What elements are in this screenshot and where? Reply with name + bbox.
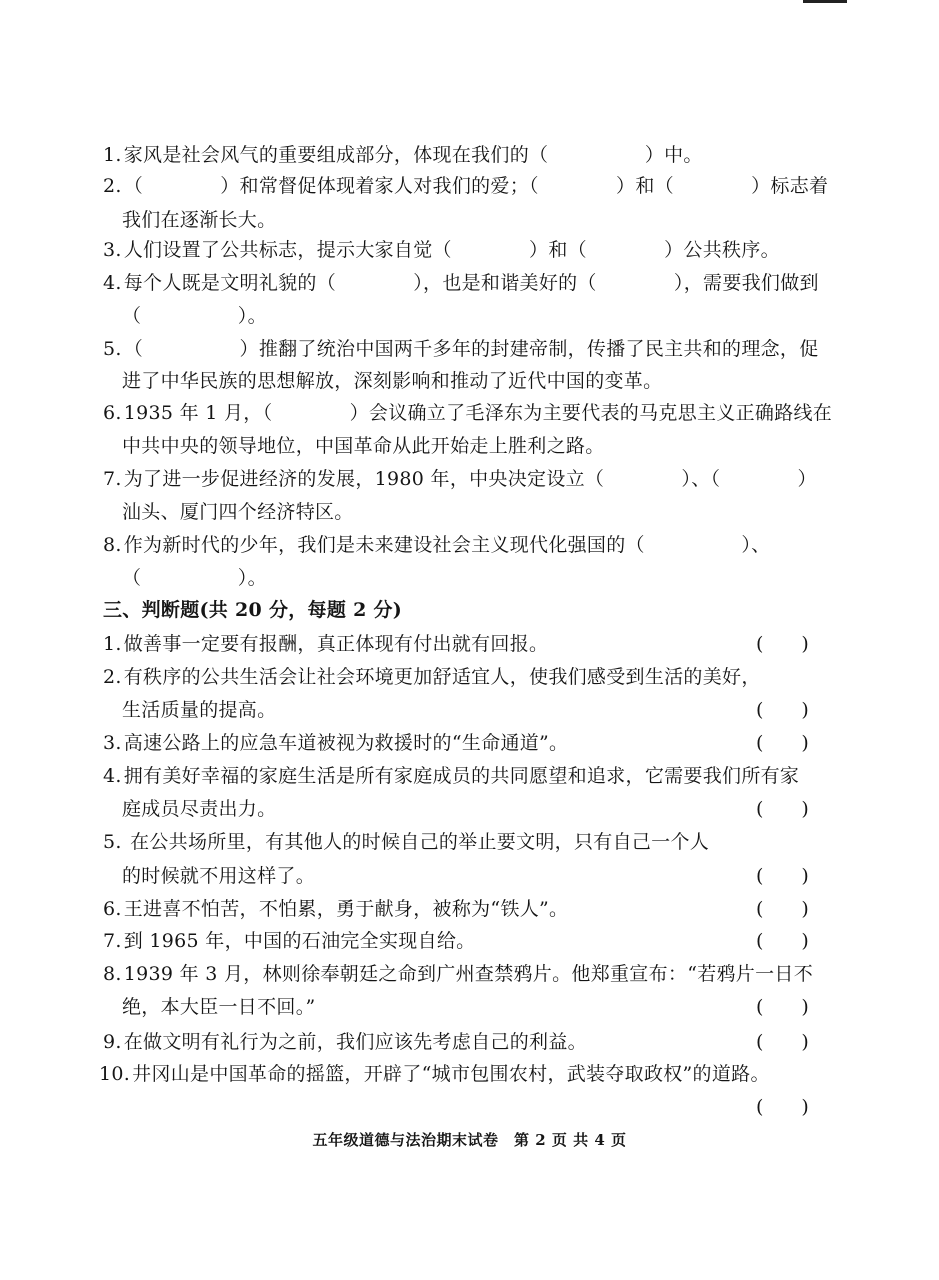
- judge-5-line-1: 5. 在公共场所里，有其他人的时候自己的举止要文明，只有自己一个人: [103, 831, 710, 853]
- judge-2-line-1: 2. 有秩序的公共生活会让社会环境更加舒适宜人，使我们感受到生活的美好，: [103, 666, 761, 688]
- judge-5-line-2: 的时候就不用这样了。: [122, 865, 316, 887]
- judge-4-answer-bracket[interactable]: ( ): [756, 798, 809, 820]
- judge-3-line-1: 3. 高速公路上的应急车道被视为救援时的“生命通道”。: [103, 732, 569, 754]
- fill-blank-2-line-2: 我们在逐渐长大。: [122, 209, 277, 231]
- judge-10-line-1: 10. 井冈山是中国革命的摇篮，开辟了“城市包围农村，武装夺取政权”的道路。: [99, 1063, 770, 1085]
- judge-10-answer-bracket[interactable]: ( ): [756, 1096, 809, 1118]
- fill-blank-2-line-1: 2. （ ）和常督促体现着家人对我们的爱；（ ）和（ ）标志着: [103, 175, 829, 197]
- judge-9-answer-bracket[interactable]: ( ): [756, 1031, 809, 1053]
- section-heading: 三、判断题(共 20 分，每题 2 分): [103, 599, 403, 621]
- judge-2-line-2: 生活质量的提高。: [122, 699, 277, 721]
- judge-4-line-2: 庭成员尽责出力。: [122, 798, 277, 820]
- fill-blank-5-line-1: 5. （ ）推翻了统治中国两千多年的封建帝制，传播了民主共和的理念，促: [103, 338, 819, 360]
- fill-blank-8-line-1: 8. 作为新时代的少年，我们是未来建设社会主义现代化强国的（ ）、: [103, 534, 771, 556]
- judge-8-line-1: 8. 1939 年 3 月，林则徐奉朝廷之命到广州查禁鸦片。他郑重宣布：“若鸦片一日不: [103, 963, 814, 985]
- fill-blank-8-line-2: （ ）。: [122, 567, 267, 589]
- fill-blank-4-line-1: 4. 每个人既是文明礼貌的（ ），也是和谐美好的（ ），需要我们做到: [103, 272, 819, 294]
- fill-blank-6-line-1: 6. 1935 年 1 月，（ ）会议确立了毛泽东为主要代表的马克思主义正确路线在: [103, 402, 833, 424]
- judge-4-line-1: 4. 拥有美好幸福的家庭生活是所有家庭成员的共同愿望和追求，它需要我们所有家: [103, 765, 800, 787]
- fill-blank-4-line-2: （ ）。: [122, 305, 267, 327]
- judge-7-answer-bracket[interactable]: ( ): [756, 930, 809, 952]
- fill-blank-5-line-2: 进了中华民族的思想解放，深刻影响和推动了近代中国的变革。: [122, 370, 663, 392]
- judge-8-answer-bracket[interactable]: ( ): [756, 996, 809, 1018]
- judge-1-answer-bracket[interactable]: ( ): [756, 633, 809, 655]
- judge-1-line-1: 1. 做善事一定要有报酬，真正体现有付出就有回报。: [103, 633, 549, 655]
- judge-3-answer-bracket[interactable]: ( ): [756, 732, 809, 754]
- fill-blank-6-line-2: 中共中央的领导地位，中国革命从此开始走上胜利之路。: [122, 435, 605, 457]
- fill-blank-1-line-1: 1. 家风是社会风气的重要组成部分，体现在我们的（ ）中。: [103, 144, 703, 166]
- judge-2-answer-bracket[interactable]: ( ): [756, 699, 809, 721]
- fill-blank-3-line-1: 3. 人们设置了公共标志，提示大家自觉（ ）和（ ）公共秩序。: [103, 239, 780, 261]
- fill-blank-7-line-2: 汕头、厦门四个经济特区。: [122, 501, 354, 523]
- judge-8-line-2: 绝，本大臣一日不回。”: [122, 996, 316, 1018]
- judge-6-answer-bracket[interactable]: ( ): [756, 898, 809, 920]
- fill-blank-7-line-1: 7. 为了进一步促进经济的发展，1980 年，中央决定设立（ ）、（ ）: [103, 468, 817, 490]
- judge-5-answer-bracket[interactable]: ( ): [756, 865, 809, 887]
- judge-9-line-1: 9. 在做文明有礼行为之前，我们应该先考虑自己的利益。: [103, 1031, 587, 1053]
- judge-7-line-1: 7. 到 1965 年，中国的石油完全实现自给。: [103, 930, 476, 952]
- judge-6-line-1: 6. 王进喜不怕苦，不怕累，勇于献身，被称为“铁人”。: [103, 898, 569, 920]
- page-footer: 五年级道德与法治期末试卷 第 2 页 共 4 页: [312, 1131, 627, 1149]
